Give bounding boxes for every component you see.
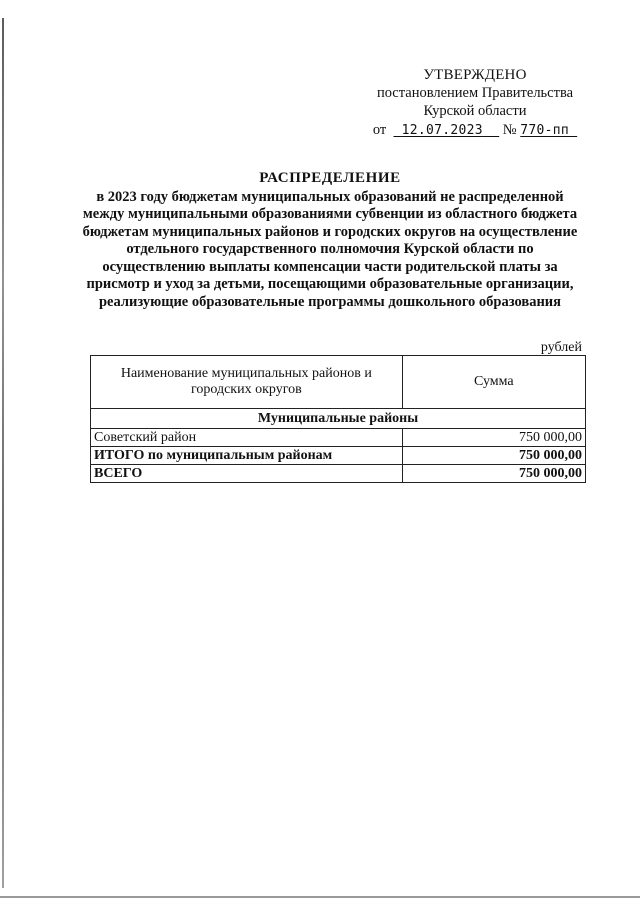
subtotal-name: ИТОГО по муниципальным районам: [91, 447, 403, 465]
header-sum: Сумма: [402, 356, 585, 409]
scan-edge-bottom: [0, 896, 640, 898]
total-name: ВСЕГО: [91, 465, 403, 483]
title-subtitle: в 2023 году бюджетам муниципальных образований не распределенной между муниципальными образованиями субвенции из областного бюджета бюджетам муниципальных районов и городских округов на осуществление отдельного государственного полномочия Курской области по осуществлению выплаты компенсации части родительской платы за присмотр и уход за детьми, посещающими образовательные организации, реализующие образовательные программы дошкольного образования: [82, 188, 578, 310]
section-title: Муниципальные районы: [91, 409, 586, 429]
approval-date-line: [350, 121, 600, 140]
approval-stamp-block: [350, 66, 600, 140]
row-name: Советский район: [91, 429, 403, 447]
approval-heading: УТВЕРЖДЕНО: [423, 67, 527, 83]
number-prefix: №: [502, 122, 517, 138]
row-sum: 750 000,00: [402, 429, 585, 447]
subtotal-row: [91, 447, 586, 465]
total-sum: 750 000,00: [402, 465, 585, 483]
section-row: [91, 409, 586, 429]
header-name: Наименование муниципальных районов и городских округов: [91, 356, 403, 409]
approval-date: 12.07.2023: [401, 123, 483, 138]
table-header-row: [91, 356, 586, 409]
distribution-table: [90, 355, 586, 483]
subtotal-sum: 750 000,00: [402, 447, 585, 465]
approval-line-1: постановлением Правительства: [376, 85, 574, 101]
table-row: [91, 429, 586, 447]
document-title: [80, 170, 580, 311]
scan-edge-left: [2, 18, 4, 888]
total-row: [91, 465, 586, 483]
date-prefix: от: [372, 122, 387, 138]
approval-number: 770-пп: [520, 123, 570, 138]
approval-line-2: Курской области: [423, 103, 527, 119]
title-main: РАСПРЕДЕЛЕНИЕ: [259, 170, 401, 186]
units-label: рублей: [540, 340, 582, 355]
